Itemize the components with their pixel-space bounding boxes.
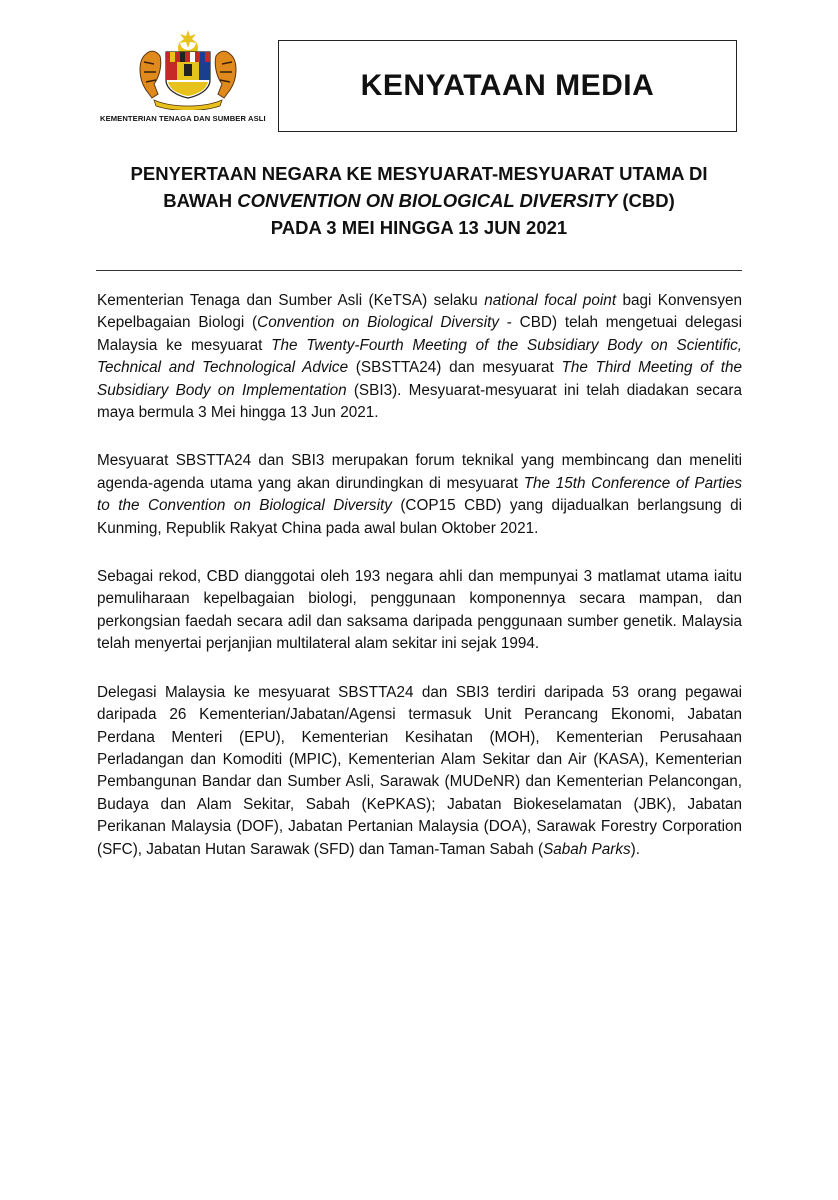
paragraph-italic: Sabah Parks — [543, 840, 631, 858]
title-line-2 — [60, 187, 778, 214]
paragraph-italic: Convention on Biological Diversity — [257, 314, 499, 332]
paragraph-text: Delegasi Malaysia ke mesyuarat SBSTTA24 dan SBI3 terdiri daripada 53 orang pegawai daripada 26 Kementerian/Jabatan/Agensi termasuk Unit Perancang Ekonomi, Jabatan Perdana Menteri (EPU), Kementerian Kesihatan (MOH), Kementerian Perusahaan Perladangan dan Komoditi (MPIC), Kementerian Alam Sekitar dan Air (KASA), Kementerian Pembangunan Bandar dan Sumber Asli, Sarawak (MUDeNR) dan Kementerian Pelancongan, Budaya dan Alam Sekitar, Sabah (KePKAS); Jabatan Biokeselamatan (JBK), Jabatan Perikanan Malaysia (DOF), Jabatan Pertanian Malaysia (DOA), Sarawak Forestry Corporation (SFC), Jabatan Hutan Sarawak (SFD) dan Taman-Taman Sabah ( — [97, 683, 742, 858]
paragraph-text: Sebagai rekod, CBD dianggotai oleh 193 negara ahli dan mempunyai 3 matlamat utama iaitu pemuliharaan kepelbagaian biologi, penggunaan komponennya secara mampan, dan perkongsian faedah secara adil dan saksama daripada penggunaan sumber genetik. Malaysia telah menyertai perjanjian multilateral alam sekitar ini sejak 1994. — [97, 568, 742, 653]
title-line-2-suffix: (CBD) — [617, 190, 675, 211]
divider — [96, 270, 742, 271]
paragraph-text: - CBD) telah mengetuai delegasi Malaysia ke mesyuarat — [97, 314, 742, 354]
paragraph-italic: The Twenty-Fourth Meeting of the Subsidiary Body on Scientific, Technical and Technological Advice — [97, 336, 742, 377]
paragraph-italic: The Third Meeting of the Subsidiary Body on Implementation — [97, 359, 742, 399]
paragraph-4 — [97, 682, 742, 861]
title-line-3: PADA 3 MEI HINGGA 13 JUN 2021 — [270, 217, 568, 238]
title-line-2-text: BAWAH — [163, 190, 238, 211]
paragraph-text: ). — [630, 840, 641, 858]
paragraph-text: bagi Konvensyen Kepelbagaian Biologi ( — [97, 292, 742, 332]
malaysia-coat-of-arms-icon — [132, 28, 244, 110]
paragraph-3 — [97, 566, 742, 656]
ministry-name: KEMENTERIAN TENAGA DAN SUMBER ASLI — [100, 114, 266, 123]
paragraph-italic: The 15th Conference of Parties to the Convention on Biological Diversity — [97, 474, 742, 515]
paragraph-text: Kementerian Tenaga dan Sumber Asli (KeTSA) selaku — [97, 292, 485, 309]
paragraph-text: (SBSTTA24) dan mesyuarat — [348, 359, 562, 377]
paragraph-2 — [97, 450, 742, 540]
title-line-1: PENYERTAAN NEGARA KE MESYUARAT-MESYUARAT UTAMA DI — [130, 163, 708, 184]
paragraph-text: (SBI3). Mesyuarat-mesyuarat ini telah diadakan secara maya bermula 3 Mei hingga 13 Jun 2021. — [97, 381, 742, 422]
paragraph-italic: national focal point — [484, 292, 617, 309]
document-body — [97, 290, 742, 887]
paragraph-text: Mesyuarat SBSTTA24 dan SBI3 merupakan forum teknikal yang membincang dan meneliti agenda-agenda utama yang akan dirundingkan di mesyuarat — [97, 452, 742, 492]
media-statement-title: KENYATAAN MEDIA — [360, 69, 655, 102]
page-title — [60, 160, 778, 241]
media-statement-box — [278, 40, 737, 132]
title-line-2-italic: CONVENTION ON BIOLOGICAL DIVERSITY — [237, 190, 618, 211]
paragraph-1 — [97, 290, 742, 424]
paragraph-text: (COP15 CBD) yang dijadualkan berlangsung di Kunming, Republik Rakyat China pada awal bulan Oktober 2021. — [97, 497, 742, 537]
ministry-logo — [100, 28, 280, 124]
